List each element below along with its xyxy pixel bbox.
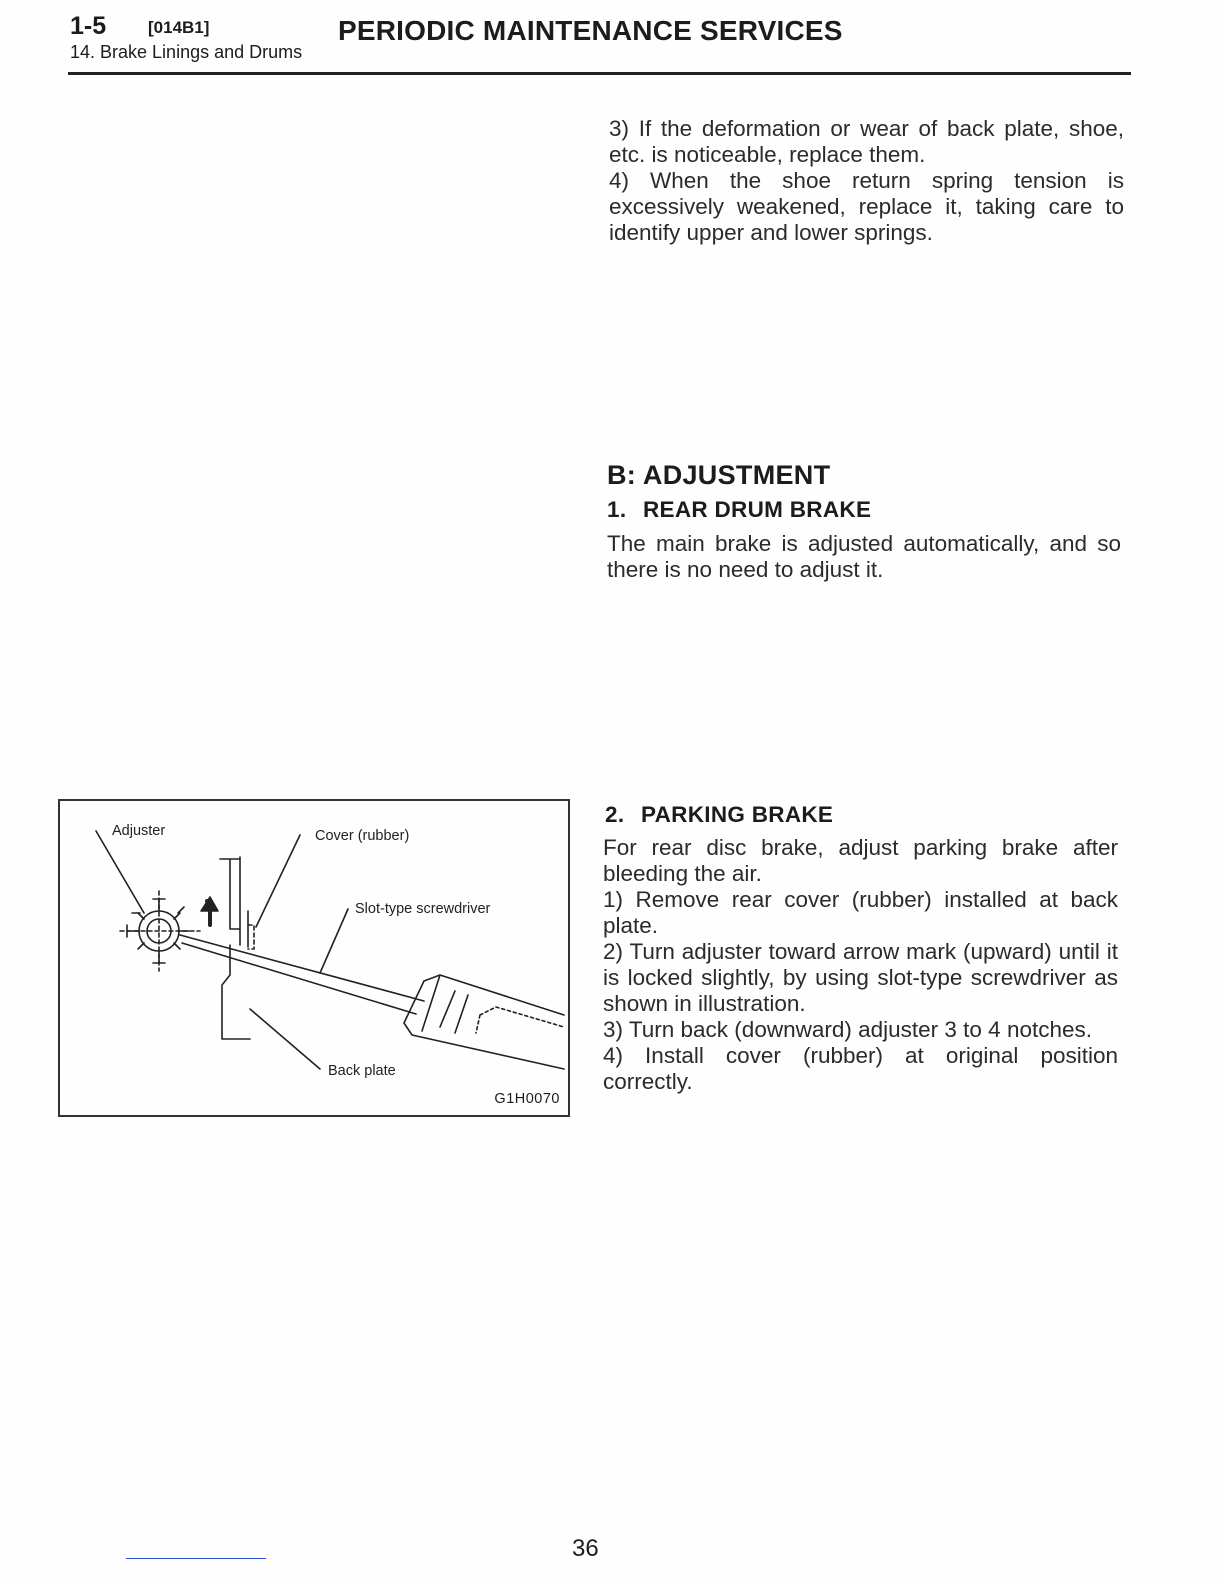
rear-drum-title: REAR DRUM BRAKE (643, 497, 872, 522)
adjuster-diagram (60, 801, 568, 1115)
figure-code: G1H0070 (494, 1091, 560, 1107)
cover-leader (256, 835, 300, 927)
parking-step-2: 2) Turn adjuster toward arrow mark (upward) until it is locked slightly, by using slot-type screwdriver as shown in illustration. (603, 939, 1118, 1016)
cover-label: Cover (rubber) (315, 828, 410, 844)
step-3-text: 3) If the deformation or wear of back plate, shoe, etc. is noticeable, replace them. (609, 116, 1124, 167)
parking-step-3: 3) Turn back (downward) adjuster 3 to 4 notches. (603, 1017, 1093, 1042)
screwdriver-handle (404, 975, 564, 1069)
screwdriver-leader (320, 909, 348, 973)
back-plate-profile (220, 857, 250, 1039)
upward-arrow (201, 897, 218, 925)
rear-drum-number: 1. (607, 497, 627, 522)
screwdriver-label: Slot-type screwdriver (355, 901, 491, 917)
rear-drum-text (607, 531, 1121, 583)
parking-step-4: 4) Install cover (rubber) at original position correctly. (603, 1043, 1118, 1094)
parking-step-1: 1) Remove rear cover (rubber) installed at back plate. (603, 887, 1118, 938)
adjuster-illustration (58, 799, 570, 1117)
cover-outline (248, 925, 254, 949)
top-steps (609, 116, 1124, 246)
parking-intro: For rear disc brake, adjust parking brake after bleeding the air. (603, 835, 1118, 886)
adjustment-heading: B: ADJUSTMENT (607, 460, 831, 490)
screwdriver-shaft (180, 935, 424, 1014)
page-title: PERIODIC MAINTENANCE SERVICES (338, 15, 843, 46)
header-rule (68, 72, 1131, 75)
back-plate-leader (250, 1009, 320, 1069)
rear-drum-paragraph: The main brake is adjusted automatically, and so there is no need to adjust it. (607, 531, 1121, 582)
step-4-text: 4) When the shoe return spring tension is excessively weakened, replace it, taking care to identify upper and lower springs. (609, 168, 1124, 245)
footer-link-line (126, 1558, 266, 1559)
parking-brake-heading (605, 802, 833, 828)
parking-brake-text (603, 835, 1118, 1095)
adjuster-leader (96, 831, 144, 913)
section-number: 1-5 (70, 12, 107, 40)
parking-brake-number: 2. (605, 802, 625, 827)
rear-drum-heading (607, 497, 871, 523)
page-number: 36 (572, 1535, 599, 1562)
parking-brake-title: PARKING BRAKE (641, 802, 834, 827)
page-subtitle: 14. Brake Linings and Drums (70, 42, 303, 62)
adjuster-label: Adjuster (112, 823, 166, 839)
back-plate-label: Back plate (328, 1063, 396, 1079)
section-code: [014B1] (148, 18, 210, 37)
